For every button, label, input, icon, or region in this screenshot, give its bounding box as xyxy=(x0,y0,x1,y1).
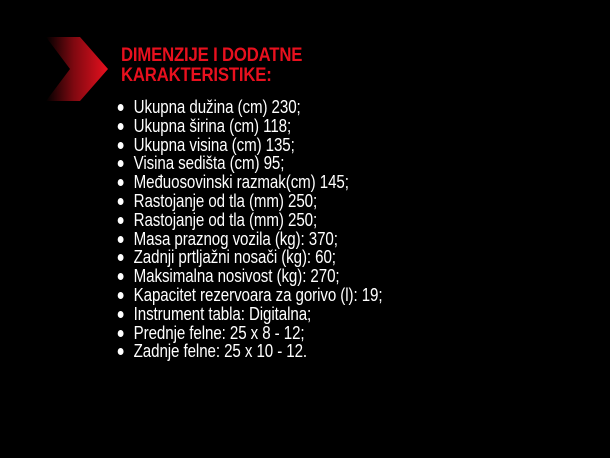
bullet-dot xyxy=(118,348,124,355)
bullet-dot xyxy=(118,198,124,205)
spec-list-item xyxy=(116,230,382,249)
spec-list-item xyxy=(116,267,382,286)
spec-list-item xyxy=(116,305,382,324)
spec-text: Rastojanje od tla (mm) 250; xyxy=(133,209,318,230)
bullet-dot xyxy=(118,273,124,280)
spec-list-item xyxy=(116,192,382,211)
spec-text: Instrument tabla: Digitalna; xyxy=(133,303,312,324)
chevron-arrow-icon xyxy=(46,37,108,101)
bullet-dot xyxy=(118,123,124,130)
spec-list-item xyxy=(116,342,382,361)
spec-list-item xyxy=(116,286,382,305)
spec-text: Visina sedišta (cm) 95; xyxy=(133,153,285,174)
heading-line-1: DIMENZIJE I DODATNE xyxy=(121,45,303,66)
spec-text: Ukupna širina (cm) 118; xyxy=(133,115,292,136)
spec-list-item xyxy=(116,136,382,155)
spec-list-item xyxy=(116,154,382,173)
spec-list-item xyxy=(116,248,382,267)
bullet-dot xyxy=(118,179,124,186)
bullet-dot xyxy=(118,330,124,337)
spec-text: Prednje felne: 25 x 8 - 12; xyxy=(133,322,305,343)
spec-text: Međuosovinski razmak(cm) 145; xyxy=(133,172,349,193)
section-heading xyxy=(121,46,302,86)
bullet-dot xyxy=(118,142,124,149)
bullet-dot xyxy=(118,160,124,167)
spec-text: Ukupna visina (cm) 135; xyxy=(133,134,295,155)
spec-text: Zadnji prtljažni nosači (kg): 60; xyxy=(133,247,336,268)
spec-list-item xyxy=(116,173,382,192)
bullet-dot xyxy=(118,292,124,299)
bullet-dot xyxy=(118,311,124,318)
bullet-dot xyxy=(118,236,124,243)
spec-text: Maksimalna nosivost (kg): 270; xyxy=(133,266,340,287)
bullet-dot xyxy=(118,254,124,261)
spec-text: Masa praznog vozila (kg): 370; xyxy=(133,228,338,249)
spec-list-item xyxy=(116,98,382,117)
spec-list-item xyxy=(116,117,382,136)
spec-list-item xyxy=(116,211,382,230)
heading-line-2: KARAKTERISTIKE: xyxy=(121,65,272,86)
spec-text: Ukupna dužina (cm) 230; xyxy=(133,97,301,117)
bullet-dot xyxy=(118,104,124,111)
bullet-dot xyxy=(118,217,124,224)
spec-text: Kapacitet rezervoara za gorivo (l): 19; xyxy=(133,284,383,305)
spec-text: Zadnje felne: 25 x 10 - 12. xyxy=(133,341,308,362)
spec-text: Rastojanje od tla (mm) 250; xyxy=(133,190,318,211)
spec-list xyxy=(116,98,433,361)
spec-list-item xyxy=(116,324,382,343)
